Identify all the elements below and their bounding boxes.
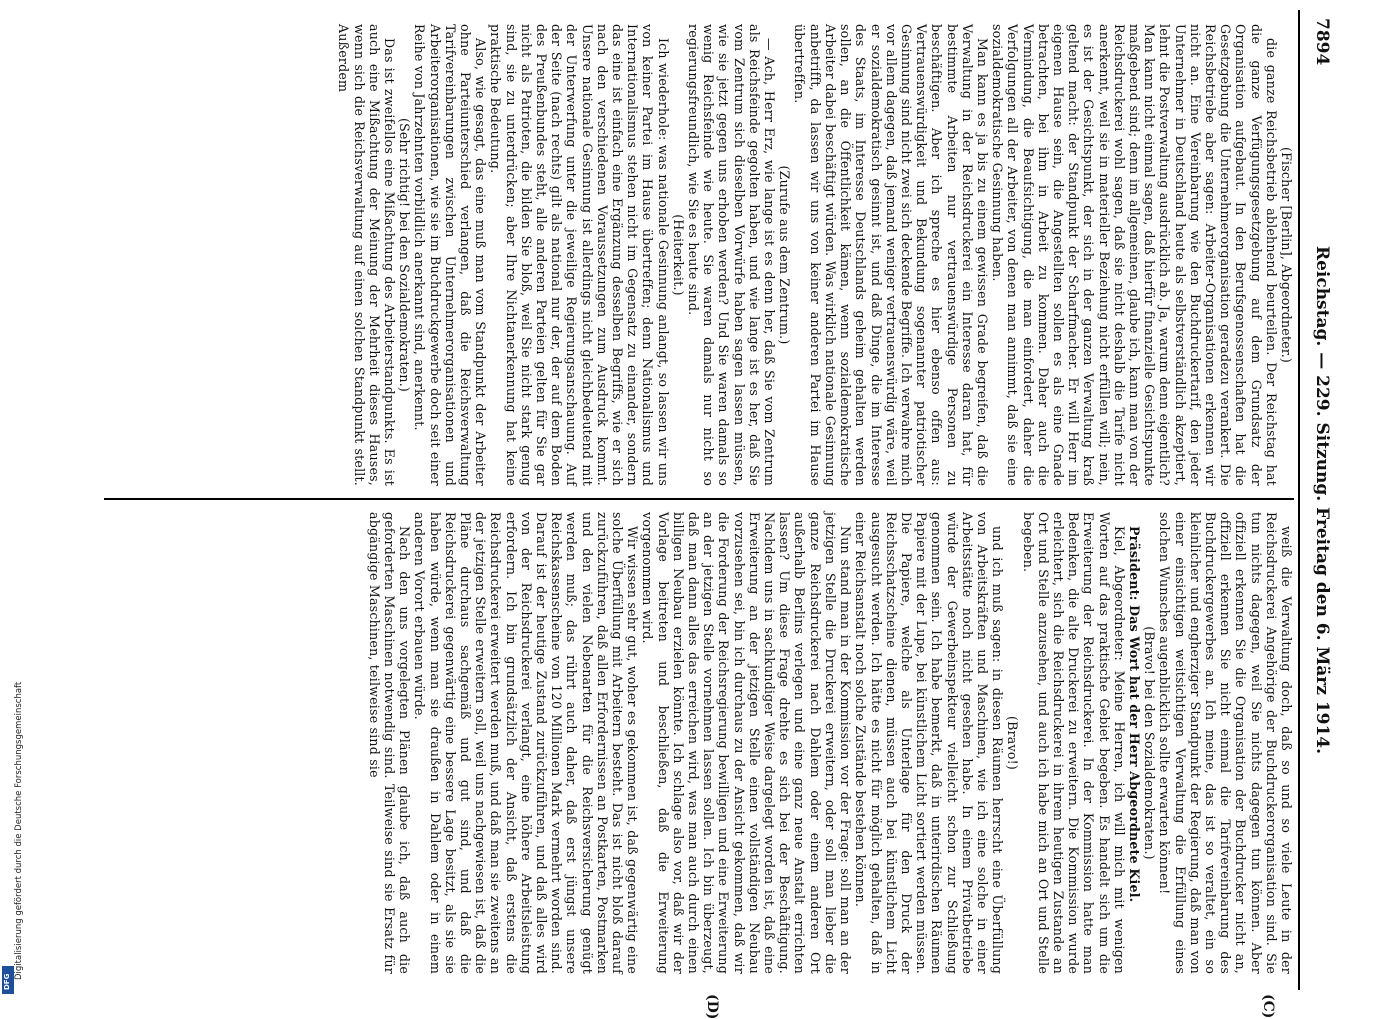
paragraph: Nach den uns vorgelegten Plänen glaube ich, daß auch die geforderten Maschinen notwendig sind. Teilweise sind sie Ersatz für abgängige Maschinen, teilweise sind sie: [366, 512, 413, 974]
interjection: (Bravo! bei den Sozialdemokraten.): [1142, 626, 1158, 860]
margin-marker-c: (C): [1260, 994, 1276, 1019]
paragraph: Das ist zweifellos eine Mißachtung des Arbeiterstandpunkts. Es ist auch eine Mißachtung der Meinung der Mehrheit dieses Hauses, wenn sich die Reichsverwaltung auf einen solchen Standpunkt stellt. Außerdem: [336, 24, 398, 486]
rotated-document: [60, 10, 1340, 1019]
left-column: [336, 24, 1294, 486]
paragraph: Wir wissen sehr gut, woher es gekommen ist, daß gegenwärtig eine solche Überfüllung mit Arbeitern besteht. Das ist nicht bloß darauf zurückzuführen, daß allen Erfordernissen an Postkarten, Postmarken und den vielen Nebenarten für die Reichsversicherung genügt werden muß; das rührt auch daher, daß erst jüngst unsere Reichskassenscheine von 120 Millionen Mark vermehrt worden sind. Darauf ist der heutige Zustand zurückzuführen, und daß alles wird von der Reichsdruckerei verlangt, eine höhere Arbeitsleistung erfordern. Ich bin grundsätzlich der Ansicht, daß erstens die Reichsdruckerei erweitert werden muß, und daß man sie zweitens an der jetzigen Stelle erweitern soll, weil uns nachgewiesen ist, daß die Pläne durchaus sachgemäß und gut sind, und daß die Reichsdruckerei gegenwärtig eine bessere Lage besitzt, als sie sie haben würde, wenn man sie draußen in Dahlem oder in einem anderen Vorort erbauen würde.: [412, 512, 641, 974]
president-statement: Präsident: Das Wort hat der Herr Abgeordnete Kiel.: [1126, 526, 1142, 903]
paragraph: Also, wie gesagt, das eine muß man vom Standpunkt der Arbeiter ohne Parteiunterschied verlangen, daß die Reichsverwaltung Tarifvereinbarungen zwischen Unternehmerorganisationen und Arbeiterorganisationen, wie sie im Buchdruckgewerbe doch seit einer Reihe von Jahrzehnten vorbildlich anerkannt sind, anerkennt.: [412, 24, 489, 486]
interjection: (Bravo!): [1005, 716, 1021, 770]
paragraph: Man kann es ja bis zu einem gewissen Grade begreifen, daß die Verwaltung in der Reichsdruckerei ein Interesse daran hat, für bestimmte Arbeiten nur vertrauenswürdige Personen zu beschäftigen. Aber ich spreche es hier ebenso offen aus: Vertrauenswürdigkeit und Bekundung sogenannter patriotischer Gesinnung sind nicht zwei sich deckende Begriffe. Ich verwahre mich vor allem dagegen, daß jemand weniger vertrauenswürdig wäre, weil er sozialdemokratisch gesinnt ist, und daß Dinge, die im Interesse des Staats, im Interesse Deutschlands geheim gehalten werden sollen, an die Öffentlichkeit kämen, wenn sozialdemokratische Arbeiter dabei beschäftigt würden. Was wirklich nationale Gesinnung anbetrifft, da lassen wir uns von keiner anderen Partei im Hause übertreffen.: [792, 24, 990, 486]
page-number: 7894: [1312, 18, 1332, 66]
column-divider: [104, 498, 1294, 500]
page-header: [1298, 10, 1340, 990]
paragraph: und ich muß sagen: in diesen Räumen herrscht eine Überfüllung von Arbeitskräften und Maschinen, wie ich eine solche in einer Arbeitsstätte noch nicht gesehen habe. In einem Privatbetriebe würde der Gewerbeinspekteur vielleicht schon zur Schließung genommen sein. Ich habe bemerkt, daß in unterirdischen Räumen Papiere mit der Lupe, bei künstlichem Licht sortiert werden müssen. Die Papiere, welche als Unterlage für den Druck der Reichsschatzscheine dienen, müssen auch bei künstlichem Licht ausgesucht werden. Ich hätte es nicht für möglich gehalten, daß in einer Reichsanstalt noch solche Zustände bestehen können.: [853, 512, 1006, 974]
digitization-note: Digitalisierung gefördert durch die Deutsche Forschungsgemeinschaft: [14, 681, 24, 980]
interjection: (Zurufe aus dem Zentrum.): [777, 165, 793, 345]
paragraph: Kiel, Abgeordneter: Meine Herren, ich will mich mit wenigen Worten auf das praktische Gebiet begeben. Es handelt sich um die Erweiterung der Reichsdruckerei. In der Kommission hatte man Bedenken, die alte Druckerei zu erweitern. Die Kommission wurde erleichtert, sich die Reichsdruckerei in ihrem heutigen Zustande an Ort und Stelle anzusehen, und auch ich habe mich an Ort und Stelle begeben.: [1020, 512, 1127, 974]
interjection: (Heiterkeit.): [670, 214, 686, 296]
paragraph: Nun stand man in der Kommission vor der Frage: soll man an der jetzigen Stelle die Druckerei erweitern, oder soll man lieber die ganze Reichsdruckerei nach Dahlem oder einem anderen Ort außerhalb Berlins verlegen und eine ganz neue Anstalt errichten lassen? Um diese Frage drehte es sich bei der Beschäftigung. Nachdem uns in sachkundiger Weise dargelegt worden ist, daß eine Erweiterung an der jetzigen Stelle einen vollständigen Neubau vorzusehen sei, bin ich durchaus zu der Ansicht gekommen, daß wir die Forderung der Reichsregierung bewilligen und eine Erweiterung an der jetzigen Stelle vornehmen lassen sollen. Ich bin überzeugt, daß man dann alles das erreichen wird, was man auch durch einen billigen Neubau erzielen könnte. Ich schlage also vor, daß wir der Vorlage beitreten und beschließen, daß die Erweiterung vorgenommen wird.: [640, 512, 854, 974]
speaker-heading: (Fischer [Berlin], Abgeordneter.): [1279, 146, 1294, 364]
interjection: (Sehr richtig! bei den Sozialdemokraten.): [397, 117, 413, 393]
paragraph: Ich wiederhole: was nationale Gesinnung anlangt, so lassen wir uns von keiner Partei im Hause übertreffen; denn Nationalismus und Internationalismus stehen nicht im Gegensatz zu einander, sondern das eine ist einfach eine Ergänzung desselben Begriffs, wie er sich nach den verschiedenen Voraussetzungen zum Ausdruck kommt. Unsere nationale Gesinnung ist allerdings nicht gleichbedeutend mit der Unterwerfung unter die jeweilige Regierungsanschauung. Auf der Seite (nach rechts) gilt als national nur der, der auf dem Boden des Preußenbundes steht, alle anderen Parteien gelten für Sie gar nicht als Patrioten, die bilden Sie bloß, weil Sie nicht stark genug sind, sie zu unterdrücken; aber Ihre Nichtanerkennung hat keine praktische Bedeutung.: [488, 24, 671, 486]
margin-marker-d: (D): [704, 994, 720, 1019]
page-title: Reichstag. — 229. Sitzung. Freitag den 6. März 1914.: [1312, 245, 1332, 755]
paragraph: die ganze Reichsbetrieb ablehnend beurteilen. Der Reichstag hat die ganze Verfügungsgesetzgebung auf dem Grundsatz der Organisation aufgebaut. In den Berufsgenossenschaften hat die Gesetzgebung die Unternehmerorganisation geradezu verankert. Die Reichsbetriebe aber sagen: Arbeiter-Organisationen erkennen wir nicht an. Eine Vereinbarung wie den Buchdruckertarif, den jeder Unternehmer in Deutschland heute als selbstverständlich akzeptiert, lehnt die Postverwaltung ausdrücklich ab. Ja, warum denn eigentlich? Man kann nicht einmal sagen, daß hierfür finanzielle Gesichtspunkte maßgebend sind; denn im allgemeinen, glaube ich, kann man von der Reichsdruckerei wohl sagen, daß sie nicht deshalb die Tarife nicht anerkennt, weil sie in materieller Beziehung nicht erfüllen will; nein, es ist der Gesichtspunkt, der sich in der ganzen Verwaltung kraß geltend macht: der Standpunkt der Scharfmacher. Er will Herr im eigenen Hause sein, die Angestellten sollen es als eine Gnade betrachten, bei ihm in Arbeit zu kommen. Daher auch die Vermindung, die Beaufsichtigung, die man einfordert, daher die Verfolgungen all der Arbeiter, von denen man annimmt, daß sie eine sozialdemokratische Gesinnung haben.: [990, 24, 1279, 486]
right-column: [367, 512, 1294, 974]
paragraph: weiß die Verwaltung doch, daß so und so viele Leute in der Reichsdruckerei Angehörige der Buchdruckerorganisation sind. Sie tun nichts dagegen, weil Sie nichts dagegen tun können. Aber offiziell erkennen Sie die Organisation der Buchdrucker nicht an, offiziell erkennen Sie nicht einmal die Tarifvereinbarung des Buchdruckergewerbes an. Ich meine, das ist so veraltet, ein so kleinlicher und engherziger Standpunkt der Regierung, daß man von einer einsichtigen weitsichtigen Verwaltung die Erfüllung eines solchen Wunsches augenblicklich sollte erwarten können!: [1157, 512, 1294, 974]
dfg-logo: DFG: [2, 966, 14, 994]
paragraph: — Ach, Herr Erz, wie lange ist es denn her, daß Sie vom Zentrum als Reichsfeinde gegolten haben, und wie lange ist es her, daß Sie vom Zentrum sich dieselben Vorwürfe haben sagen lassen müssen, wie sie jetzt gegen uns erhoben werden? Und Sie waren damals so wenig Reichsfeinde wie heute. Sie waren damals nur nicht so regierungsfreundlich, wie Sie es heute sind.: [686, 24, 778, 486]
